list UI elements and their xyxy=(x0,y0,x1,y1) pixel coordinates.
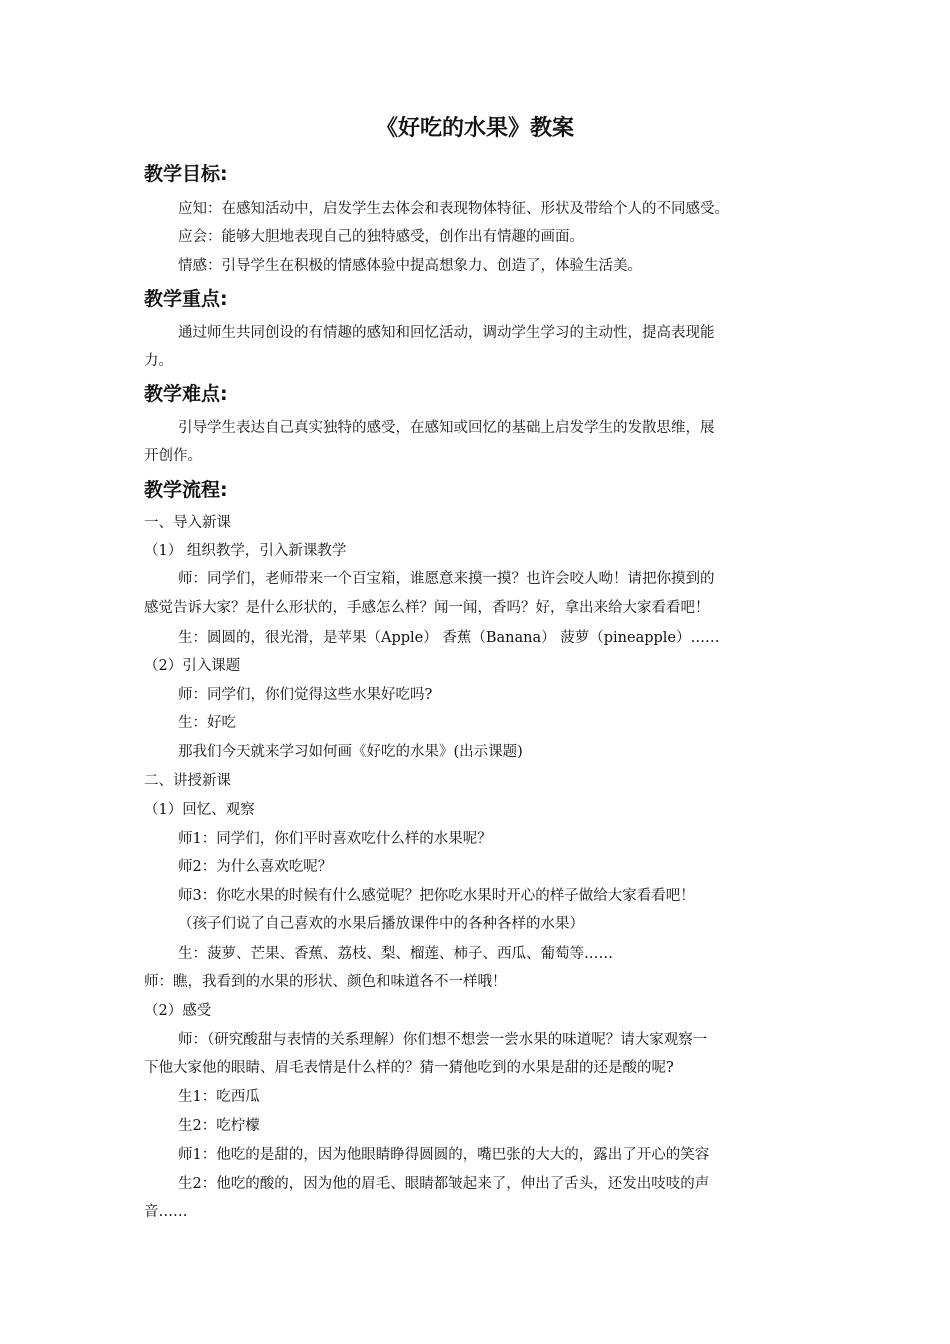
heading-process: 教学流程: xyxy=(144,479,228,501)
section-heading: 二、讲授新课 xyxy=(144,773,231,789)
paragraph-line: 生2：他吃的酸的，因为他的眉毛、眼睛都皱起来了，伸出了舌头，还发出吱吱的声 xyxy=(178,1176,710,1192)
paragraph-line: 开创作。 xyxy=(144,448,202,464)
paragraph-line: 引导学生表达自己真实独特的感受，在感知或回忆的基础上启发学生的发散思维，展 xyxy=(178,420,715,436)
paragraph-line: 通过师生共同创设的有情趣的感知和回忆活动，调动学生学习的主动性，提高表现能 xyxy=(178,325,715,341)
paragraph-line: 那我们今天就来学习如何画《好吃的水果》(出示课题) xyxy=(178,744,523,760)
paragraph-line: 师1：他吃的是甜的，因为他眼睛睁得圆圆的，嘴巴张的大大的，露出了开心的笑容 xyxy=(178,1147,710,1163)
section-heading: 一、导入新课 xyxy=(144,515,231,531)
paragraph-line: 师2：为什么喜欢吃呢？ xyxy=(178,859,333,875)
paragraph-line: 应知：在感知活动中，启发学生去体会和表现物体特征、形状及带给个人的不同感受。 xyxy=(178,201,729,217)
paragraph-line: 生：好吃 xyxy=(178,715,236,731)
paragraph-line: 师：同学们，老师带来一个百宝箱，谁愿意来摸一摸？也许会咬人呦！请把你摸到的 xyxy=(178,571,715,587)
subsection-heading: （1）回忆、观察 xyxy=(144,802,255,818)
paragraph-line: 应会：能够大胆地表现自己的独特感受，创作出有情趣的画面。 xyxy=(178,229,584,245)
paragraph-line: 情感：引导学生在积极的情感体验中提高想象力、创造了，体验生活美。 xyxy=(178,258,642,274)
paragraph-line: （孩子们说了自己喜欢的水果后播放课件中的各种各样的水果） xyxy=(178,916,584,932)
paragraph-line: 音…… xyxy=(144,1204,188,1220)
heading-key-points: 教学重点: xyxy=(144,288,228,310)
paragraph-line: 力。 xyxy=(144,353,173,369)
heading-difficulties: 教学难点: xyxy=(144,383,228,405)
heading-objectives: 教学目标: xyxy=(144,163,228,185)
subsection-heading: （1） 组织教学，引入新课教学 xyxy=(144,543,347,559)
paragraph-line: 师：瞧，我看到的水果的形状、颜色和味道各不一样哦！ xyxy=(144,974,507,990)
paragraph-line: 感觉告诉大家？是什么形状的，手感怎么样？闻一闻，香吗？好，拿出来给大家看看吧！ xyxy=(144,600,710,616)
paragraph-line: 师：同学们，你们觉得这些水果好吃吗? xyxy=(178,687,433,703)
document-title: 《好吃的水果》教案 xyxy=(375,116,574,141)
subsection-heading: （2）引入课题 xyxy=(144,658,241,674)
paragraph-line: 生：菠萝、芒果、香蕉、荔枝、梨、榴莲、柿子、西瓜、葡萄等…… xyxy=(178,946,613,962)
subsection-heading: （2）感受 xyxy=(144,1003,212,1019)
paragraph-line: 下他大家他的眼睛、眉毛表情是什么样的？猜一猜他吃到的水果是甜的还是酸的呢? xyxy=(144,1060,674,1076)
paragraph-line: 师：（研究酸甜与表情的关系理解）你们想不想尝一尝水果的味道呢？请大家观察一 xyxy=(178,1032,708,1048)
paragraph-line: 生1：吃西瓜 xyxy=(178,1089,260,1105)
paragraph-line: 生2：吃柠檬 xyxy=(178,1118,260,1134)
paragraph-line: 生：圆圆的，很光滑，是苹果（Apple） 香蕉（Banana） 菠萝（pineapple）…… xyxy=(178,630,720,646)
paragraph-line: 师3：你吃水果的时候有什么感觉呢？把你吃水果时开心的样子做给大家看看吧！ xyxy=(178,888,695,904)
paragraph-line: 师1：同学们，你们平时喜欢吃什么样的水果呢？ xyxy=(178,831,492,847)
